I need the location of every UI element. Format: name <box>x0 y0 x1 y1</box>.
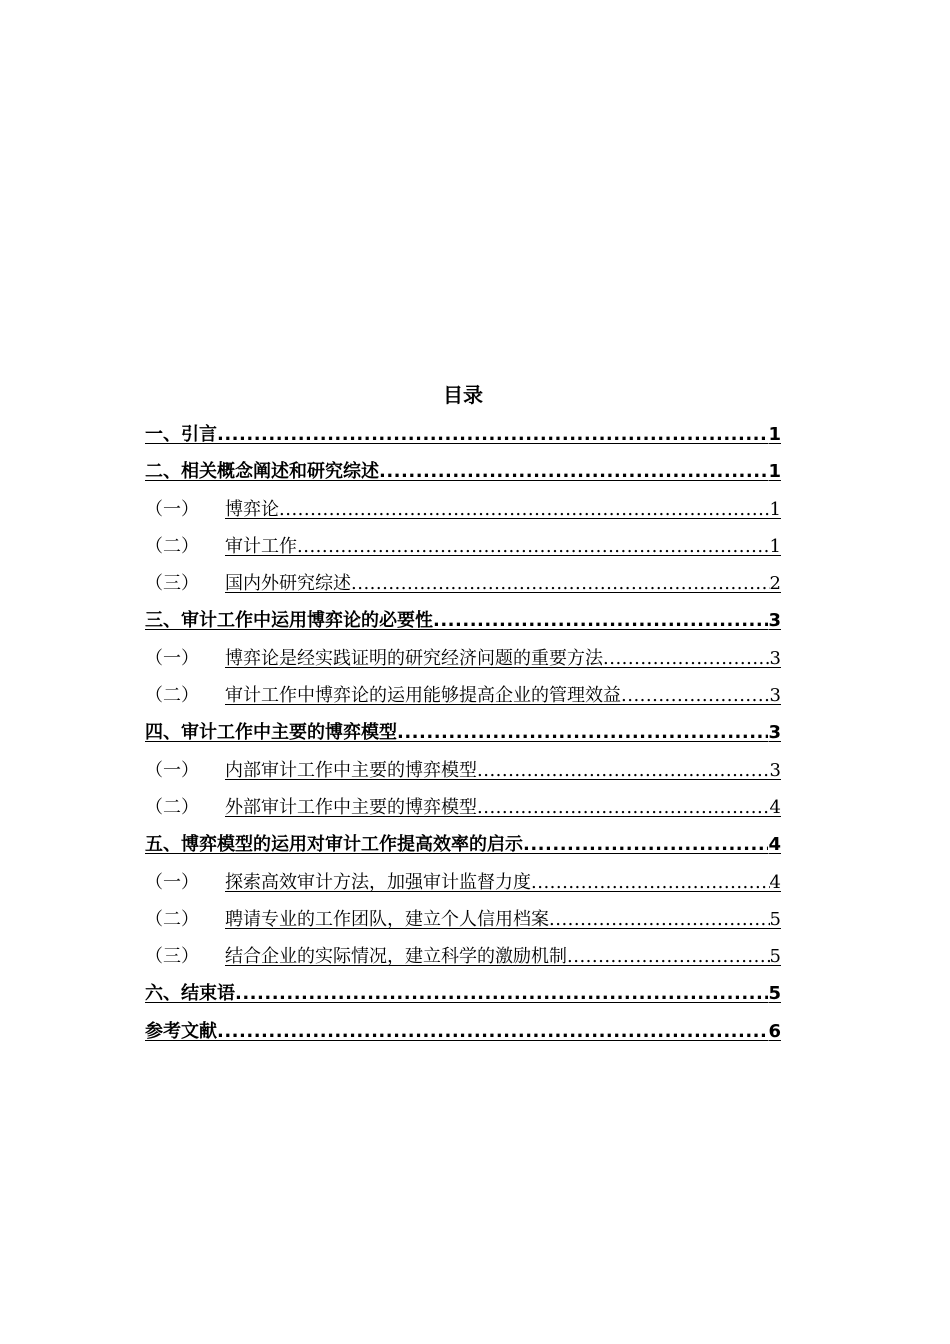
toc-entry-text: 四、审计工作中主要的博弈模型 <box>145 722 397 744</box>
toc-entry[interactable] <box>145 416 781 453</box>
toc-entry-number: （二） <box>145 685 199 707</box>
toc-entry-text: 聘请专业的工作团队，建立个人信用档案 <box>225 908 549 930</box>
toc-entry-text: 内部审计工作中主要的博弈模型 <box>225 759 477 781</box>
toc-title: 目录 <box>443 383 483 407</box>
toc-entry[interactable] <box>145 752 781 789</box>
toc-entry-text: 国内外研究综述 <box>225 573 351 595</box>
toc-entry-leader <box>603 640 770 677</box>
toc-entry[interactable] <box>145 453 781 490</box>
toc-entry-number: （一） <box>145 498 199 520</box>
toc-entry-text: 审计工作 <box>225 535 297 557</box>
toc-entry-label <box>145 752 477 789</box>
toc-entry-text: 审计工作中博弈论的运用能够提高企业的管理效益 <box>225 685 621 707</box>
toc-entry-label <box>145 1013 217 1050</box>
toc-entry-leader <box>549 901 770 938</box>
toc-entry-number: （一） <box>145 871 199 893</box>
toc-entry-page: 1 <box>768 424 781 445</box>
toc-entry-text: 五、博弈模型的运用对审计工作提高效率的启示 <box>145 834 523 856</box>
toc-entry[interactable] <box>145 1013 781 1050</box>
toc-entry-text: 外部审计工作中主要的博弈模型 <box>225 796 477 818</box>
toc-entry-text: 参考文献 <box>145 1020 217 1042</box>
toc-entry-number: （一） <box>145 759 199 781</box>
toc-entry-label <box>145 714 397 751</box>
toc-entry-label <box>145 975 235 1012</box>
toc-entry-page: 3 <box>769 759 781 781</box>
toc-entry-leader <box>235 975 768 1012</box>
toc-entry-number: （二） <box>145 535 199 557</box>
toc-entry[interactable] <box>145 826 781 863</box>
toc-list <box>145 416 781 1050</box>
toc-entry-page: 5 <box>769 946 781 968</box>
toc-entry-leader <box>379 453 768 490</box>
toc-entry-label <box>145 789 477 826</box>
toc-entry-page: 1 <box>768 461 781 483</box>
toc-entry-page: 3 <box>769 685 781 707</box>
toc-entry-label <box>145 901 549 938</box>
toc-entry[interactable] <box>145 714 781 751</box>
toc-entry-page: 5 <box>769 908 781 930</box>
toc-entry[interactable] <box>145 975 781 1012</box>
toc-entry-page: 4 <box>769 796 781 818</box>
toc-entry-label <box>145 491 279 528</box>
toc-entry-page: 3 <box>768 722 781 744</box>
toc-entry[interactable] <box>145 491 781 528</box>
toc-entry-label <box>145 864 531 901</box>
toc-entry[interactable] <box>145 938 781 975</box>
toc-entry[interactable] <box>145 602 781 639</box>
toc-entry-page: 5 <box>768 983 781 1005</box>
toc-entry-page: 1 <box>769 535 781 557</box>
toc-entry-leader <box>279 491 770 528</box>
toc-entry-leader <box>433 602 768 639</box>
toc-entry-text: 三、审计工作中运用博弈论的必要性 <box>145 610 433 632</box>
toc-entry-page: 4 <box>768 834 781 856</box>
toc-entry[interactable] <box>145 528 781 565</box>
toc-entry[interactable] <box>145 864 781 901</box>
toc-entry-number: （三） <box>145 573 199 595</box>
toc-entry-label <box>145 528 297 565</box>
toc-entry-leader <box>351 565 770 602</box>
toc-entry-leader <box>621 677 770 714</box>
toc-entry-leader <box>523 826 768 863</box>
toc-entry-leader <box>477 752 770 789</box>
toc-entry-leader <box>397 714 768 751</box>
toc-entry-leader <box>477 789 770 826</box>
toc-entry-number: （三） <box>145 946 199 968</box>
toc-entry-number: （二） <box>145 796 199 818</box>
toc-entry-page: 4 <box>769 871 781 893</box>
toc-entry-leader <box>297 528 770 565</box>
toc-entry-text: 六、结束语 <box>145 983 235 1005</box>
toc-entry-text: 博弈论 <box>225 498 279 520</box>
toc-entry-label <box>145 938 567 975</box>
toc-entry-page: 3 <box>768 610 781 632</box>
toc-entry-text: 探索高效审计方法，加强审计监督力度 <box>225 871 531 893</box>
toc-entry-text: 二、相关概念阐述和研究综述 <box>145 461 379 483</box>
toc-entry-label <box>145 416 217 453</box>
toc-entry-label <box>145 640 603 677</box>
toc-entry-label <box>145 565 351 602</box>
toc-entry-page: 3 <box>769 647 781 669</box>
toc-entry-text: 博弈论是经实践证明的研究经济问题的重要方法 <box>225 647 603 669</box>
toc-entry-label <box>145 677 621 714</box>
toc-entry-text: 结合企业的实际情况，建立科学的激励机制 <box>225 946 567 968</box>
toc-entry-label <box>145 453 379 490</box>
toc-entry-number: （二） <box>145 908 199 930</box>
toc-entry[interactable] <box>145 565 781 602</box>
toc-entry[interactable] <box>145 677 781 714</box>
toc-entry-page: 1 <box>769 498 781 520</box>
toc-entry-leader <box>567 938 770 975</box>
toc-entry[interactable] <box>145 901 781 938</box>
toc-entry-leader <box>531 864 770 901</box>
toc-entry-label <box>145 826 523 863</box>
toc-entry[interactable] <box>145 640 781 677</box>
table-of-contents <box>145 378 781 1050</box>
toc-entry-leader <box>217 1013 768 1050</box>
toc-entry-page: 6 <box>768 1020 781 1042</box>
toc-entry-number: （一） <box>145 647 199 669</box>
toc-entry-text: 一、引言 <box>145 424 217 445</box>
toc-entry[interactable] <box>145 789 781 826</box>
toc-entry-label <box>145 602 433 639</box>
toc-entry-leader <box>217 416 768 453</box>
toc-entry-page: 2 <box>769 573 781 595</box>
